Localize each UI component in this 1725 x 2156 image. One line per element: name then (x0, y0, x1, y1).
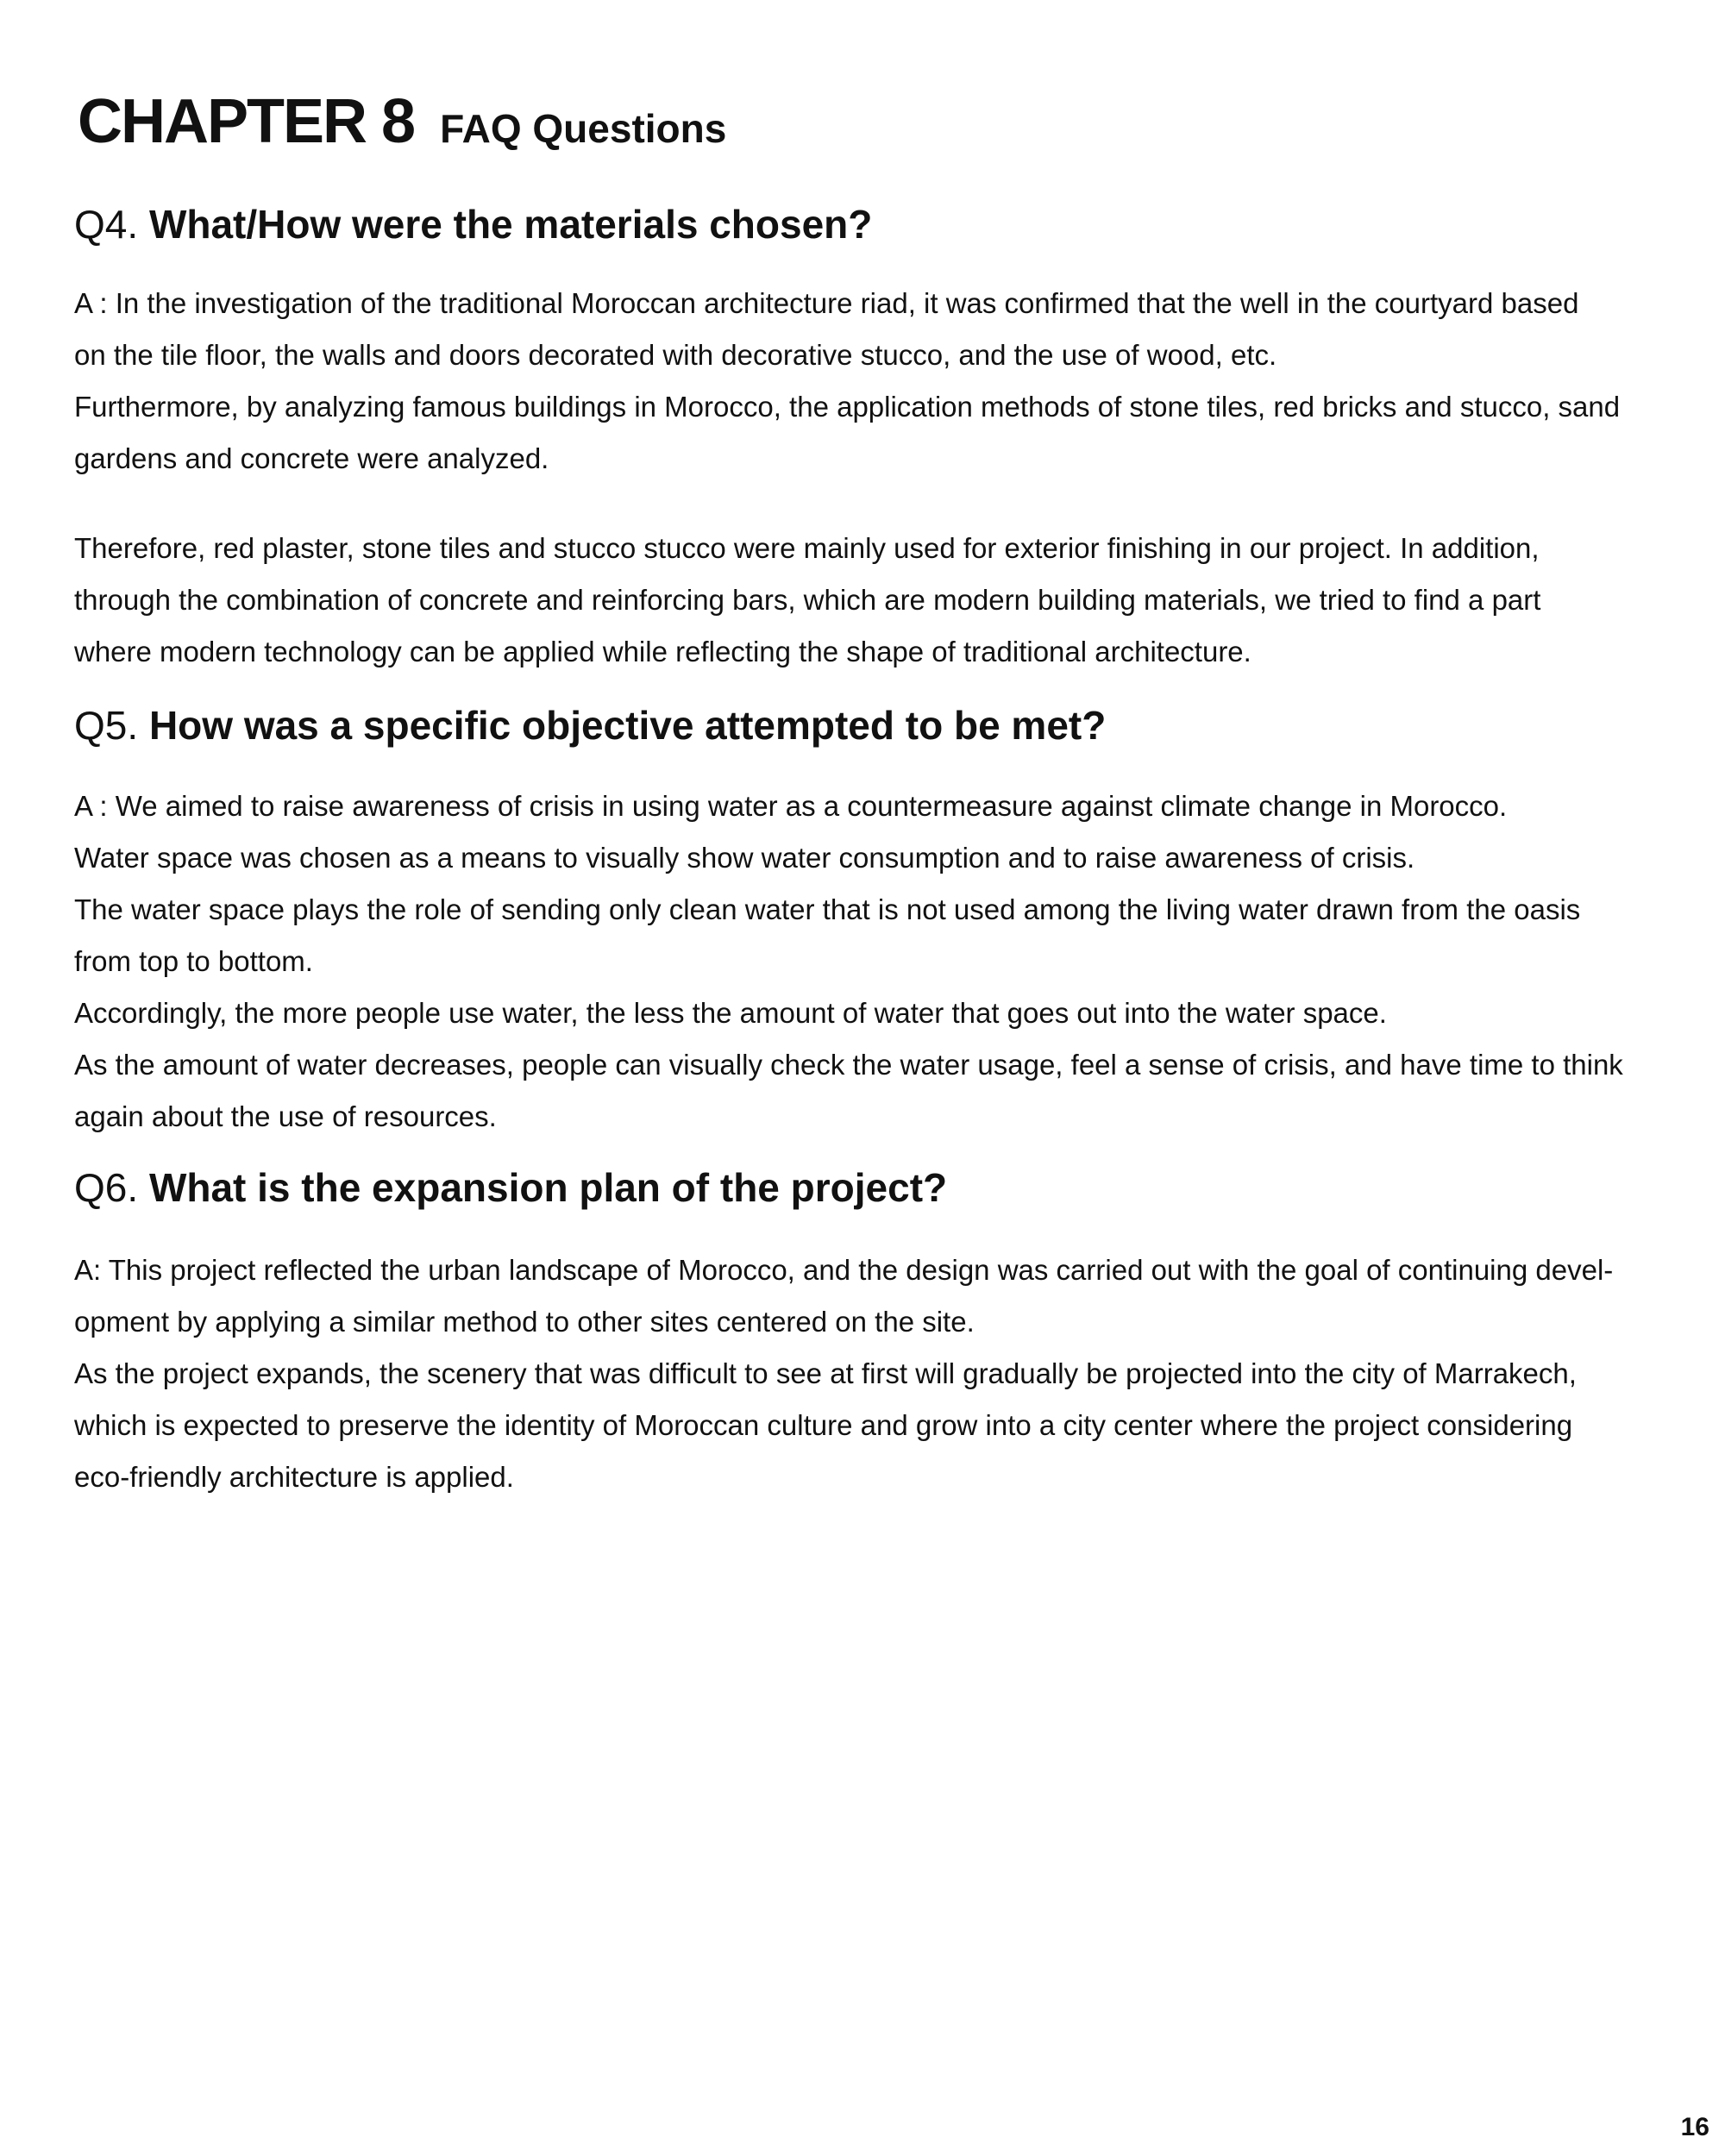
answer-line: eco-friendly architecture is applied. (74, 1461, 514, 1493)
question-title: How was a specific objective attempted to be met? (148, 703, 1107, 748)
page-header (78, 86, 726, 157)
answer-paragraph-q6 (74, 1244, 1653, 1503)
answer-line: As the amount of water decreases, people can visually check the water usage, feel a sense of crisis, and have time to think (74, 1049, 1623, 1081)
question-title: What/How were the materials chosen? (148, 202, 873, 247)
answer-line: The water space plays the role of sending only clean water that is not used among the living water drawn from the oasis (74, 893, 1581, 925)
chapter-subtitle: FAQ Questions (440, 106, 727, 151)
answer-line: A : We aimed to raise awareness of crisis in using water as a countermeasure against climate change in Morocco. (74, 790, 1508, 822)
answer-paragraph-q4-1 (74, 278, 1653, 485)
answer-line: gardens and concrete were analyzed. (74, 442, 549, 474)
answer-paragraph-q5 (74, 780, 1653, 1143)
question-heading-q5 (74, 703, 1107, 748)
answer-line: on the tile floor, the walls and doors decorated with decorative stucco, and the use of wood, etc. (74, 339, 1277, 371)
answer-line: Water space was chosen as a means to visually show water consumption and to raise awareness of crisis. (74, 842, 1415, 874)
answer-line: from top to bottom. (74, 945, 313, 977)
answer-paragraph-q4-2 (74, 523, 1653, 678)
question-heading-q4 (74, 202, 873, 247)
question-title: What is the expansion plan of the project? (148, 1165, 948, 1210)
answer-line: Furthermore, by analyzing famous buildings in Morocco, the application methods of stone tiles, red bricks and stucco, sand (74, 391, 1621, 423)
answer-line: Therefore, red plaster, stone tiles and stucco stucco were mainly used for exterior finishing in our project. In addition, (74, 532, 1540, 564)
answer-line: again about the use of resources. (74, 1100, 497, 1132)
answer-line: opment by applying a similar method to other sites centered on the site. (74, 1306, 975, 1338)
answer-line: where modern technology can be applied while reflecting the shape of traditional architecture. (74, 636, 1251, 667)
question-heading-q6 (74, 1165, 948, 1210)
page-number: 16 (1680, 2113, 1709, 2141)
answer-line: through the combination of concrete and reinforcing bars, which are modern building materials, we tried to find a part (74, 584, 1541, 616)
answer-line: A: This project reflected the urban landscape of Morocco, and the design was carried out with the goal of continuing devel- (74, 1254, 1614, 1286)
question-number: Q6. (74, 1165, 139, 1210)
question-number: Q5. (74, 703, 139, 748)
question-number: Q4. (74, 202, 139, 247)
answer-line: which is expected to preserve the identity of Moroccan culture and grow into a city center where the project considering (74, 1409, 1573, 1441)
answer-line: Accordingly, the more people use water, the less the amount of water that goes out into the water space. (74, 997, 1387, 1029)
answer-line: A : In the investigation of the traditional Moroccan architecture riad, it was confirmed that the well in the courtyard based (74, 287, 1579, 319)
answer-line: As the project expands, the scenery that was difficult to see at first will gradually be projected into the city of Marrakech, (74, 1357, 1577, 1389)
chapter-title: CHAPTER 8 (78, 87, 415, 156)
